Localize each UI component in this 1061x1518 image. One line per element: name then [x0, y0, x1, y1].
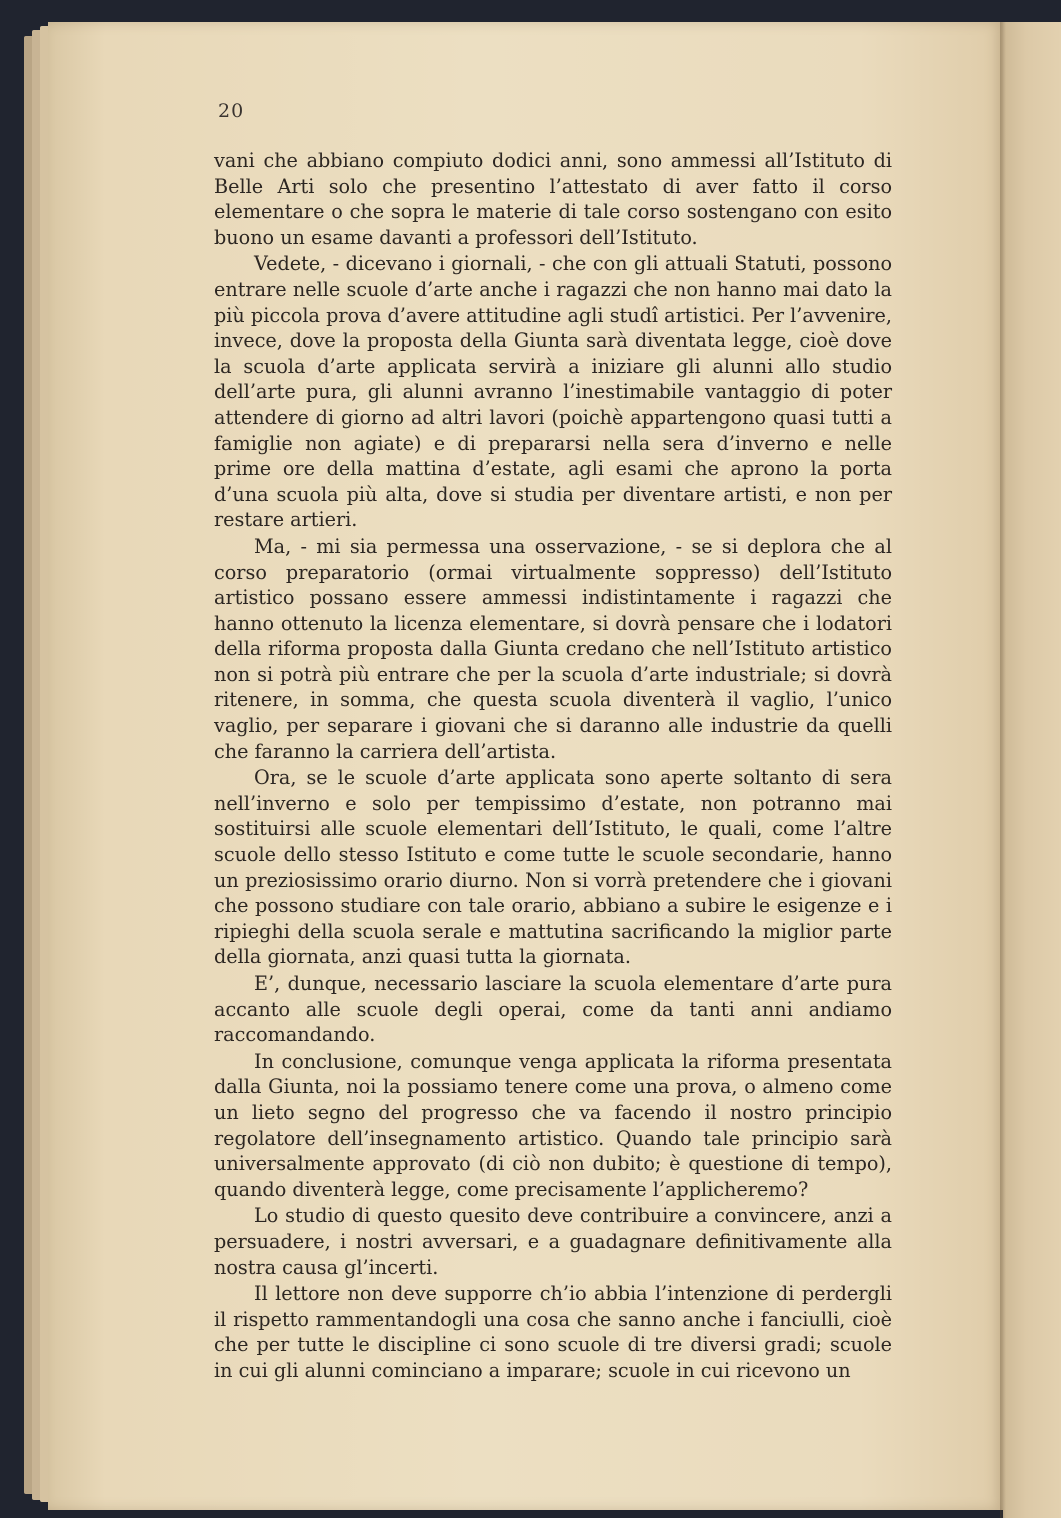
paragraph-7: Lo studio di questo quesito deve contribuire a convincere, anzi a persuadere, i nostri avversari, e a guadagnare definitivamente alla nostra causa gl’incerti.: [214, 1204, 892, 1279]
paragraph-5: E’, dunque, necessario lasciare la scuola elementare d’arte pura accanto alle scuole degli operai, come da tanti anni andiamo raccomandando.: [214, 972, 892, 1047]
paragraph-2: Vedete, - dicevano i giornali, - che con gli attuali Statuti, possono entrare nelle scuole d’arte anche i ragazzi che non hanno mai dato la più piccola prova d’avere attitudine agli studî artistici. Per l’avvenire, invece, dove la proposta della Giunta sarà diventata legge, cioè dove la scuola d’arte applicata servirà a iniziare gli alunni allo studio dell’arte pura, gli alunni avranno l’inestimabile vantaggio di poter attendere di giorno ad altri lavori (poichè appartengono quasi tutti a famiglie non agiate) e di prepararsi nella sera d’inverno e nelle prime ore della mattina d’estate, agli esami che aprono la porta d’una scuola più alta, dove si studia per diventare artisti, e non per restare artieri.: [214, 252, 892, 532]
paragraph-1: vani che abbiano compiuto dodici anni, sono ammessi all’Istituto di Belle Arti solo che presentino l’attestato di aver fatto il corso elementare o che sopra le materie di tale corso sostengano con esito buono un esame davanti a professori dell’Istituto.: [214, 149, 892, 249]
paragraph-6: In conclusione, comunque venga applicata la riforma presentata dalla Giunta, noi la possiamo tenere come una prova, o almeno come un lieto segno del progresso che va facendo il nostro principio regolatore dell’insegnamento artistico. Quando tale principio sarà universalmente approvato (di ciò non dubito; è questione di tempo), quando diventerà legge, come precisamente l’applicheremo?: [214, 1049, 892, 1201]
paragraph-4: Ora, se le scuole d’arte applicata sono aperte soltanto di sera nell’inverno e solo per tempissimo d’estate, non potranno mai sostituirsi alle scuole elementari dell’Istituto, le quali, come l’altre scuole dello stesso Istituto e come tutte le scuole secondarie, hanno un preziosissimo orario diurno. Non si vorrà pretendere che i giovani che possono studiare con tale orario, abbiano a subire le esigenze e i ripieghi della scuola serale e mattutina sacrificando la miglior parte della giornata, anzi quasi tutta la giornata.: [214, 766, 892, 969]
page-number: 20: [218, 100, 245, 122]
book-gutter: [1000, 22, 1006, 1518]
paragraph-3: Ma, - mi sia permessa una osservazione, - se si deplora che al corso preparatorio (ormai virtualmente soppresso) dell’Istituto artistico possano essere ammessi indistintamente i ragazzi che hanno ottenuto la licenza elementare, si dovrà pensare che i lodatori della riforma proposta dalla Giunta credano che nell’Istituto artistico non si potrà più entrare che per la scuola d’arte industriale; si dovrà ritenere, in somma, che questa scuola diventerà il vaglio, l’unico vaglio, per separare i giovani che si daranno alle industrie da quelli che faranno la carriera dell’artista.: [214, 534, 892, 763]
body-text: [214, 148, 892, 1384]
facing-page-edge: [1003, 22, 1061, 1518]
paragraph-8: Il lettore non deve supporre ch’io abbia l’intenzione di perdergli il rispetto rammentandogli una cosa che sanno anche i fanciulli, cioè che per tutte le discipline ci sono scuole di tre diversi gradi; scuole in cui gli alunni cominciano a imparare; scuole in cui ricevono un: [214, 1282, 892, 1382]
